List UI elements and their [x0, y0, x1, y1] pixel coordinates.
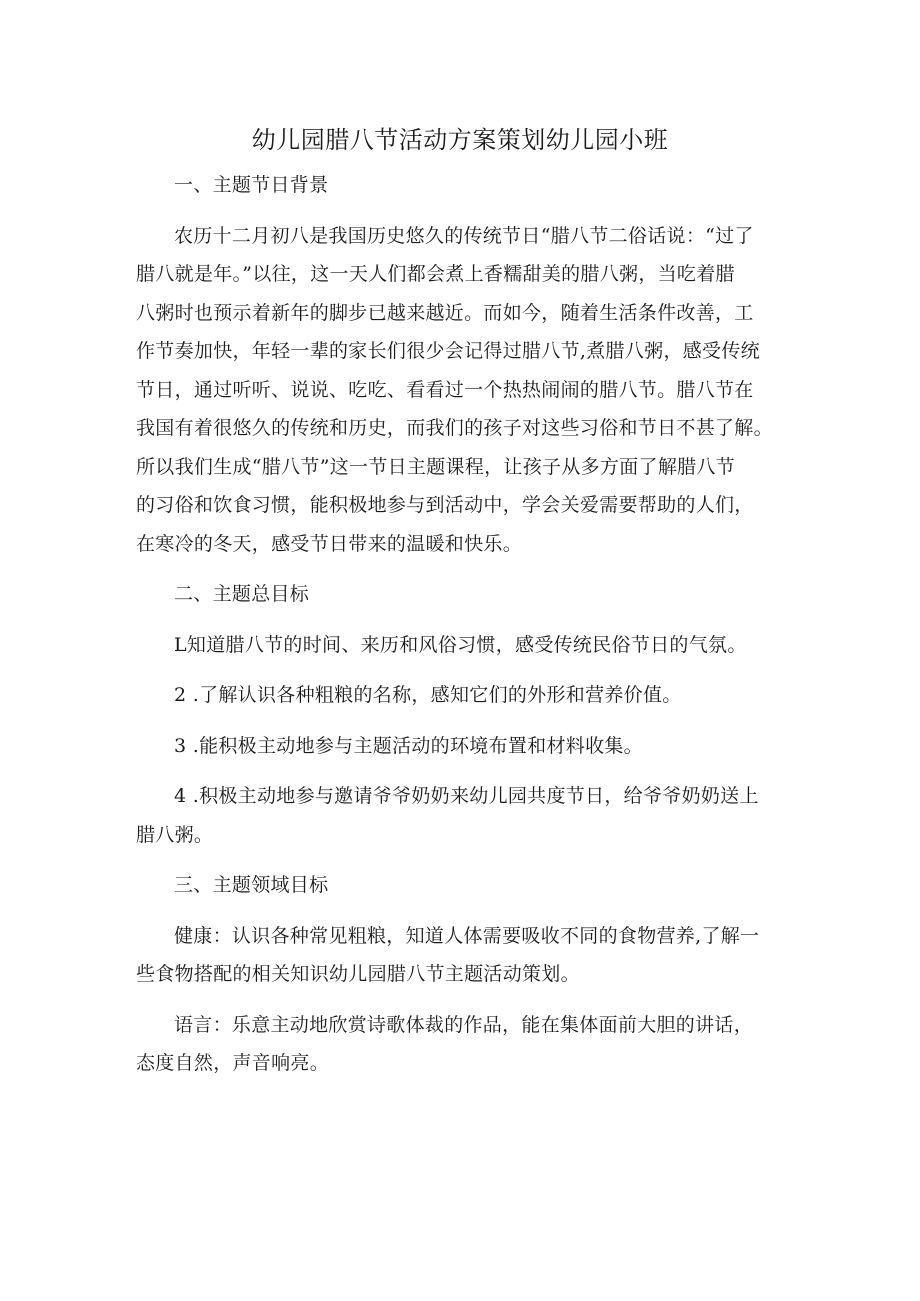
section-heading-goals: [136, 575, 796, 614]
goal-item: [136, 676, 796, 715]
domain-goal-health: [136, 917, 796, 994]
paragraph-line: 作节奏加快，年轻一辈的家长们很少会记得过腊八节,煮腊八粥，感受传统: [136, 340, 760, 362]
paragraph-line: 农历十二月初八是我国历史悠久的传统节日“腊八节二俗话说：“过了: [174, 224, 754, 247]
paragraph-line: 节日，通过听听、说说、吃吃、看看过一个热热闹闹的腊八节。腊八节在: [136, 378, 754, 401]
domain-goal-line: 些食物搭配的相关知识幼儿园腊八节主题活动策划。: [136, 963, 580, 985]
heading-text: 三、主题领域目标: [174, 874, 329, 896]
paragraph-line: 我国有着很悠久的传统和历史，而我们的孩子对这些习俗和节日不甚了解。: [136, 417, 773, 439]
goal-line: L知道腊八节的时间、来历和风俗习惯，感受传统民俗节日的气氛。: [174, 633, 747, 656]
document-title: 幼儿园腊八节活动方案策划幼儿园小班: [251, 126, 669, 154]
goal-item: [136, 727, 796, 766]
domain-goal-language: [136, 1006, 796, 1083]
paragraph-line: 腊八就是年。”以往，这一天人们都会煮上香糯甜美的腊八粥，当吃着腊: [136, 263, 735, 285]
domain-goal-line: 语言：乐意主动地欣赏诗歌体裁的作品，能在集体面前大胆的讲话，: [174, 1013, 754, 1036]
paragraph-line: 的习俗和饮食习惯，能积极地参与到活动中，学会关爱需要帮助的人们，: [136, 494, 754, 516]
section-heading-domain-goals: [136, 866, 796, 905]
paragraph-line: 所以我们生成“腊八节”这一节日主题课程，让孩子从多方面了解腊八节: [136, 455, 736, 478]
goal-line: 4 .积极主动地参与邀请爷爷奶奶来幼儿园共度节日，给爷爷奶奶送上: [174, 785, 759, 807]
paragraph-line: 在寒冷的冬天，感受节日带来的温暖和快乐。: [136, 532, 523, 555]
document-body: [136, 166, 796, 1083]
goal-line: 3 .能积极主动地参与主题活动的环境布置和材料收集。: [174, 734, 643, 757]
goal-item: [136, 626, 796, 665]
goal-line: 腊八粥。: [136, 823, 214, 846]
heading-text: 一、主题节日背景: [174, 174, 329, 196]
domain-goal-line: 态度自然，声音响亮。: [136, 1052, 330, 1074]
heading-text: 二、主题总目标: [174, 583, 310, 605]
goal-line: 2 .了解认识各种粗粮的名称，感知它们的外形和营养价值。: [174, 684, 682, 706]
domain-goal-line: 健康：认识各种常见粗粮，知道人体需要吸收不同的食物营养,了解一: [174, 924, 760, 947]
goal-item: [136, 777, 796, 854]
section-heading-background: [136, 166, 796, 205]
background-paragraph: [136, 217, 796, 564]
paragraph-line: 八粥时也预示着新年的脚步已越来越近。而如今，随着生活条件改善，工: [136, 301, 754, 324]
